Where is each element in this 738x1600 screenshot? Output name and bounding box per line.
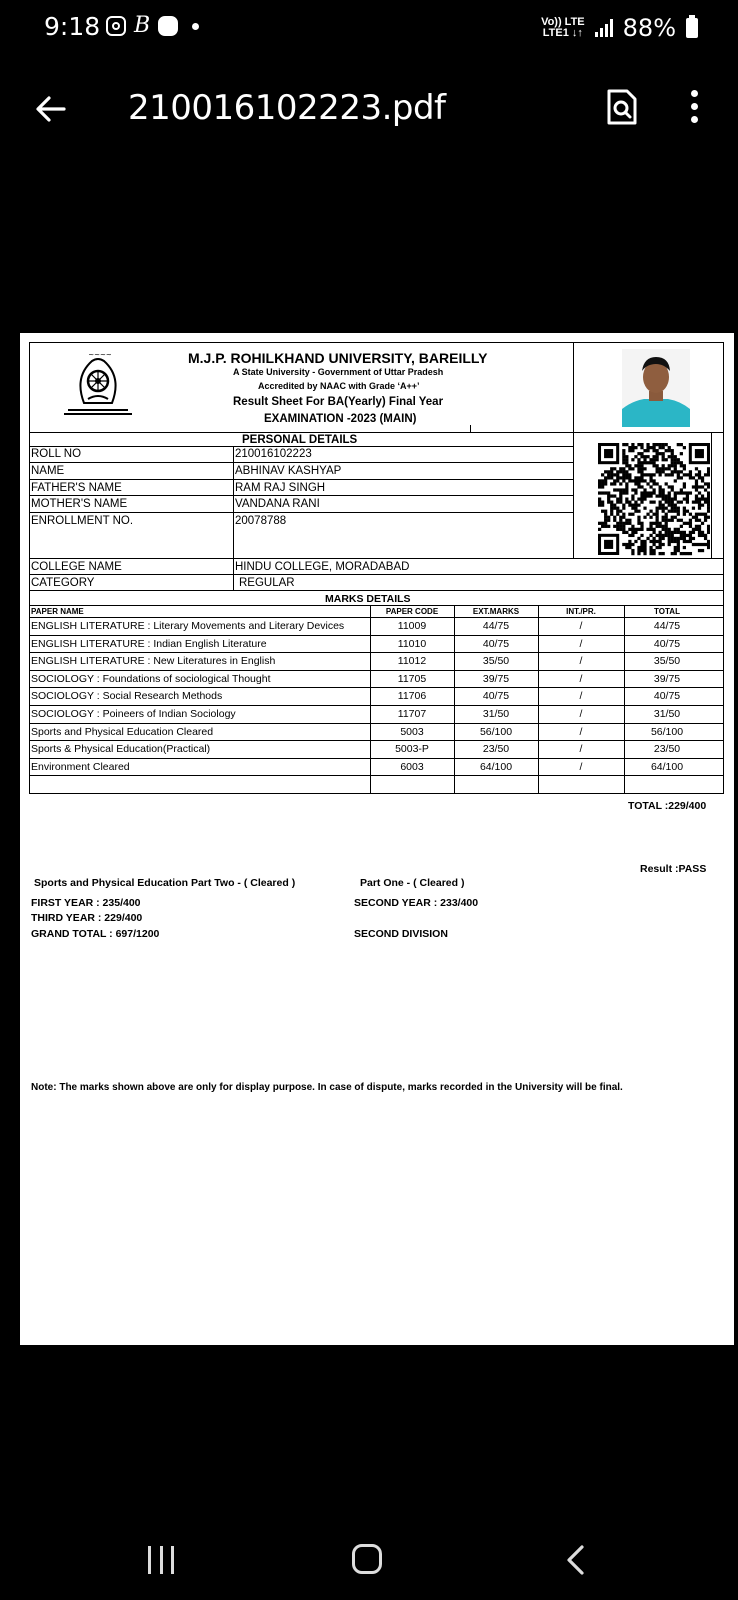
sports-part-two: Sports and Physical Education Part Two - ( Cleared ) <box>34 877 296 889</box>
col-int-pr: INT./PR. <box>566 607 596 616</box>
mark-paper-code: 11707 <box>397 708 427 720</box>
mark-ext: 35/50 <box>482 655 510 668</box>
app-toolbar <box>0 72 738 144</box>
roll-no-value: 210016102223 <box>235 448 312 460</box>
mark-total: 56/100 <box>650 725 684 738</box>
mark-int: / <box>579 637 583 650</box>
mark-total: 40/75 <box>653 637 681 650</box>
navigation-bar <box>0 1520 738 1600</box>
more-notifications-icon <box>192 23 199 30</box>
mark-total: 44/75 <box>653 620 681 632</box>
mark-int: / <box>579 708 583 720</box>
battery-icon <box>686 18 698 38</box>
recent-apps-icon[interactable] <box>148 1546 174 1574</box>
mark-total: 23/50 <box>653 743 681 756</box>
father-name-value: RAM RAJ SINGH <box>235 482 326 494</box>
college-label: COLLEGE NAME <box>31 561 122 573</box>
signal-icon <box>595 19 613 37</box>
col-total: TOTAL <box>654 607 680 616</box>
b-app-icon: B <box>134 13 151 38</box>
mark-paper-code: 11706 <box>397 690 427 703</box>
mark-paper-name: Sports and Physical Education Cleared <box>31 725 214 738</box>
name-value: ABHINAV KASHYAP <box>235 465 342 477</box>
mother-name-value: VANDANA RANI <box>235 498 320 510</box>
disclaimer-note: Note: The marks shown above are only for display purpose. In case of dispute, marks recorded in the University will be final. <box>31 1082 623 1093</box>
first-year: FIRST YEAR : 235/400 <box>31 897 141 909</box>
enrollment-label: ENROLLMENT NO. <box>31 515 134 527</box>
flipboard-icon <box>158 16 178 36</box>
document-title: 210016102223.pdf <box>128 88 446 128</box>
mark-paper-name: SOCIOLOGY : Social Research Methods <box>31 690 223 703</box>
status-time: 9:18 <box>44 12 101 41</box>
mark-paper-name: SOCIOLOGY : Foundations of sociological Thought <box>31 672 271 685</box>
pdf-page <box>20 333 734 1345</box>
category-label: CATEGORY <box>31 577 95 589</box>
mark-total: 64/100 <box>650 760 684 773</box>
sheet-title: Result Sheet For BA(Yearly) Final Year <box>233 396 444 408</box>
col-ext-marks: EXT.MARKS <box>472 607 520 616</box>
network-line2: LTE1 ↓↑ <box>542 27 583 39</box>
notification-icons <box>106 13 199 38</box>
mark-ext: 31/50 <box>482 708 510 720</box>
part-one: Part One - ( Cleared ) <box>360 877 465 889</box>
mark-paper-name: ENGLISH LITERATURE : Literary Movements and Literary Devices <box>31 620 345 632</box>
network-indicator <box>541 17 585 39</box>
category-value: REGULAR <box>239 577 295 589</box>
mark-paper-name: Sports & Physical Education(Practical) <box>31 743 211 756</box>
mark-int: / <box>579 760 583 773</box>
network-line1: Vo)) LTE <box>541 16 585 28</box>
mark-paper-code: 5003-P <box>395 743 429 756</box>
mark-ext: 64/100 <box>479 760 513 773</box>
battery-percent: 88% <box>622 14 676 42</box>
grand-total: GRAND TOTAL : 697/1200 <box>31 928 160 940</box>
name-label: NAME <box>31 465 65 477</box>
student-photo <box>622 349 690 427</box>
mark-paper-code: 5003 <box>400 725 424 738</box>
mark-total: 31/50 <box>653 708 681 720</box>
mark-int: / <box>579 655 583 668</box>
mark-paper-code: 11705 <box>397 672 427 685</box>
mark-int: / <box>579 620 583 632</box>
mark-paper-name: ENGLISH LITERATURE : Indian English Literature <box>31 637 267 650</box>
more-vert-icon[interactable] <box>690 90 700 126</box>
mark-ext: 44/75 <box>482 620 510 632</box>
second-year: SECOND YEAR : 233/400 <box>354 897 479 909</box>
roll-no-label: ROLL NO <box>31 448 82 460</box>
personal-heading: PERSONAL DETAILS <box>242 434 358 446</box>
accreditation: Accredited by NAAC with Grade ‘A++’ <box>258 381 420 391</box>
status-bar <box>0 0 738 56</box>
mark-ext: 39/75 <box>482 672 510 685</box>
mark-total: 35/50 <box>653 655 681 668</box>
mark-int: / <box>579 690 583 703</box>
arrow-back-icon[interactable] <box>34 92 68 126</box>
svg-text:~~~~: ~~~~ <box>88 351 112 359</box>
father-name-label: FATHER'S NAME <box>31 482 122 494</box>
instagram-icon <box>106 16 126 36</box>
enrollment-value: 20078788 <box>235 515 287 527</box>
mark-int: / <box>579 725 583 738</box>
home-icon[interactable] <box>352 1544 382 1574</box>
mark-paper-name: Environment Cleared <box>31 760 130 773</box>
col-paper-name: PAPER NAME <box>31 607 84 616</box>
university-name: M.J.P. ROHILKHAND UNIVERSITY, BAREILLY <box>188 350 488 366</box>
college-value: HINDU COLLEGE, MORADABAD <box>235 561 410 573</box>
mark-int: / <box>579 672 583 685</box>
mark-paper-code: 6003 <box>400 760 424 773</box>
mark-ext: 40/75 <box>482 637 510 650</box>
mark-paper-code: 11009 <box>397 620 427 632</box>
university-subtitle: A State University - Government of Uttar Pradesh <box>233 367 444 377</box>
find-in-document-icon[interactable] <box>606 88 638 126</box>
mark-total: 39/75 <box>653 672 681 685</box>
university-logo <box>62 347 134 417</box>
mark-paper-code: 11012 <box>397 655 427 668</box>
marks-heading: MARKS DETAILS <box>325 593 411 605</box>
mark-paper-name: SOCIOLOGY : Poineers of Indian Sociology <box>31 708 236 720</box>
back-icon[interactable] <box>564 1544 586 1576</box>
division: SECOND DIVISION <box>354 928 448 940</box>
mark-paper-name: ENGLISH LITERATURE : New Literatures in English <box>31 655 276 668</box>
exam-name: EXAMINATION -2023 (MAIN) <box>264 413 417 425</box>
total-marks: TOTAL :229/400 <box>628 800 707 812</box>
third-year: THIRD YEAR : 229/400 <box>31 912 143 924</box>
mark-int: / <box>579 743 583 756</box>
mark-ext: 40/75 <box>482 690 510 703</box>
mark-paper-code: 11010 <box>397 637 427 650</box>
mark-ext: 56/100 <box>479 725 513 738</box>
mark-total: 40/75 <box>653 690 681 703</box>
col-paper-code: PAPER CODE <box>385 607 439 616</box>
mark-ext: 23/50 <box>482 743 510 756</box>
result-status: Result :PASS <box>640 863 707 875</box>
qr-code <box>598 443 710 559</box>
mother-name-label: MOTHER'S NAME <box>31 498 128 510</box>
